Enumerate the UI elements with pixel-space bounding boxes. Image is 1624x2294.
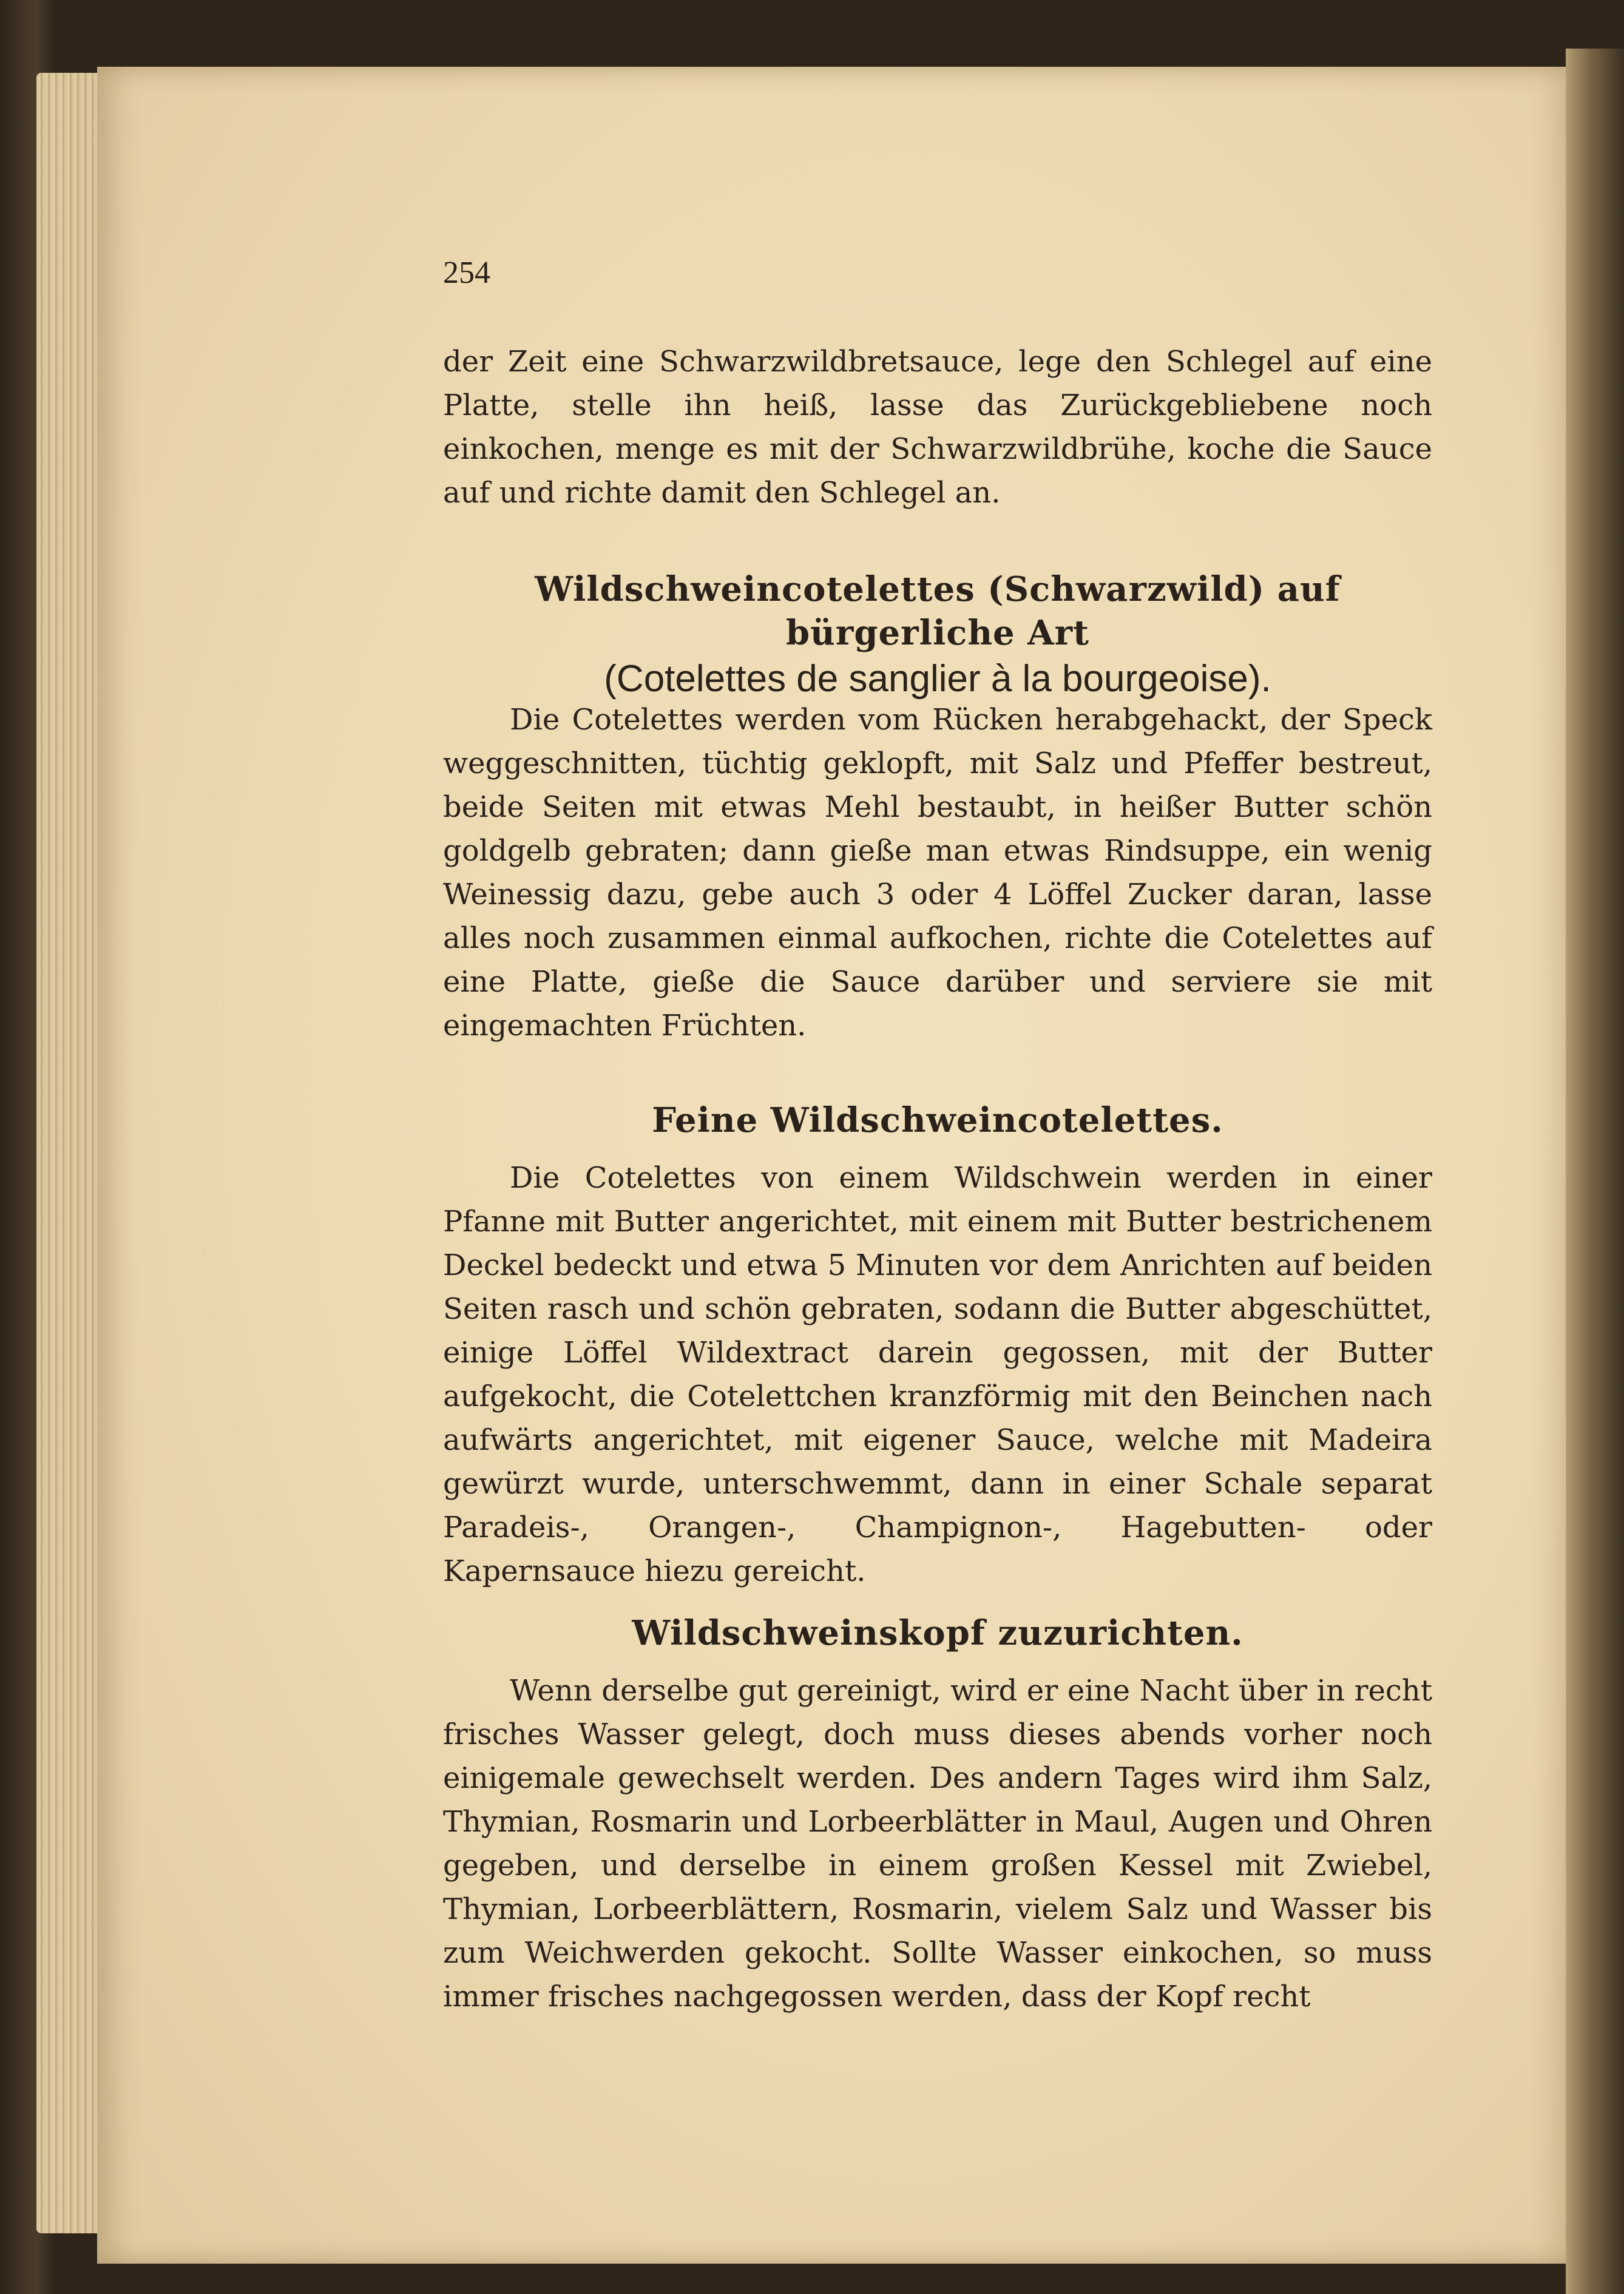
recipe1-body-block — [443, 698, 1432, 1047]
recipe-wildschweincotelettes-buergerlich — [443, 567, 1432, 703]
recipe2-body-block — [443, 1156, 1432, 1593]
recipe-title: Wildschweincotelettes (Schwarzwild) auf bürgerliche Art — [535, 569, 1341, 653]
recipe-body: Die Cotelettes werden vom Rücken herabgehackt, der Speck weggeschnitten, tüchtig geklopft, mit Salz und Pfeffer bestreut, beide Seiten mit etwas Mehl bestaubt, in heißer Butter schön goldgelb gebraten; dann gieße man etwas Rindsuppe, ein wenig Weinessig dazu, gebe auch 3 oder 4 Löffel Zucker daran, lasse alles noch zusammen einmal aufkochen, richte die Cotelettes auf eine Platte, gieße die Sauce darüber und serviere sie mit eingemachten Früchten. — [443, 703, 1432, 1043]
recipe-title: Feine Wildschweincotelettes. — [652, 1100, 1223, 1140]
intro-section — [443, 340, 1432, 515]
recipe-title: Wildschweinskopf zuzurichten. — [632, 1613, 1243, 1653]
recipe-feine-wildschweincotelettes — [443, 1098, 1432, 1142]
intro-paragraph: der Zeit eine Schwarzwildbretsauce, lege den Schlegel auf eine Platte, stelle ihn heiß, lasse das Zurückgebliebene noch einkochen, menge es mit der Schwarzwildbrühe, koche die Sauce auf und richte damit den Schlegel an. — [443, 345, 1432, 510]
page-number: 254 — [443, 255, 490, 290]
facing-page-edge — [1566, 49, 1624, 2294]
recipe3-body-block — [443, 1669, 1432, 2018]
recipe-body: Wenn derselbe gut gereinigt, wird er eine Nacht über in recht frisches Wasser gelegt, doch muss dieses abends vorher noch einigemale gewechselt werden. Des andern Tages wird ihm Salz, Thymian, Rosmarin und Lorbeerblätter in Maul, Augen und Ohren gegeben, und derselbe in einem großen Kessel mit Zwiebel, Thymian, Lorbeerblättern, Rosmarin, vielem Salz und Wasser bis zum Weichwerden gekocht. Sollte Wasser einkochen, so muss immer frisches nachgegossen werden, dass der Kopf recht — [443, 1674, 1432, 2014]
recipe-wildschweinskopf — [443, 1611, 1432, 1655]
recipe-body: Die Cotelettes von einem Wildschwein werden in einer Pfanne mit Butter angerichtet, mit einem mit Butter bestrichenem Deckel bedeckt und etwa 5 Minuten vor dem Anrichten auf beiden Seiten rasch und schön gebraten, sodann die Butter abgeschüttet, einige Löffel Wildextract darein gegossen, mit der Butter aufgekocht, die Cotelettchen kranzförmig mit den Beinchen nach aufwärts angerichtet, mit eigener Sauce, welche mit Madeira gewürzt wurde, unterschwemmt, dann in einer Schale separat Paradeis-, Orangen-, Champignon-, Hagebutten- oder Kapernsauce hiezu gereicht. — [443, 1161, 1432, 1588]
recipe-subtitle: (Cotelettes de sanglier à la bourgeoise). — [604, 658, 1271, 700]
